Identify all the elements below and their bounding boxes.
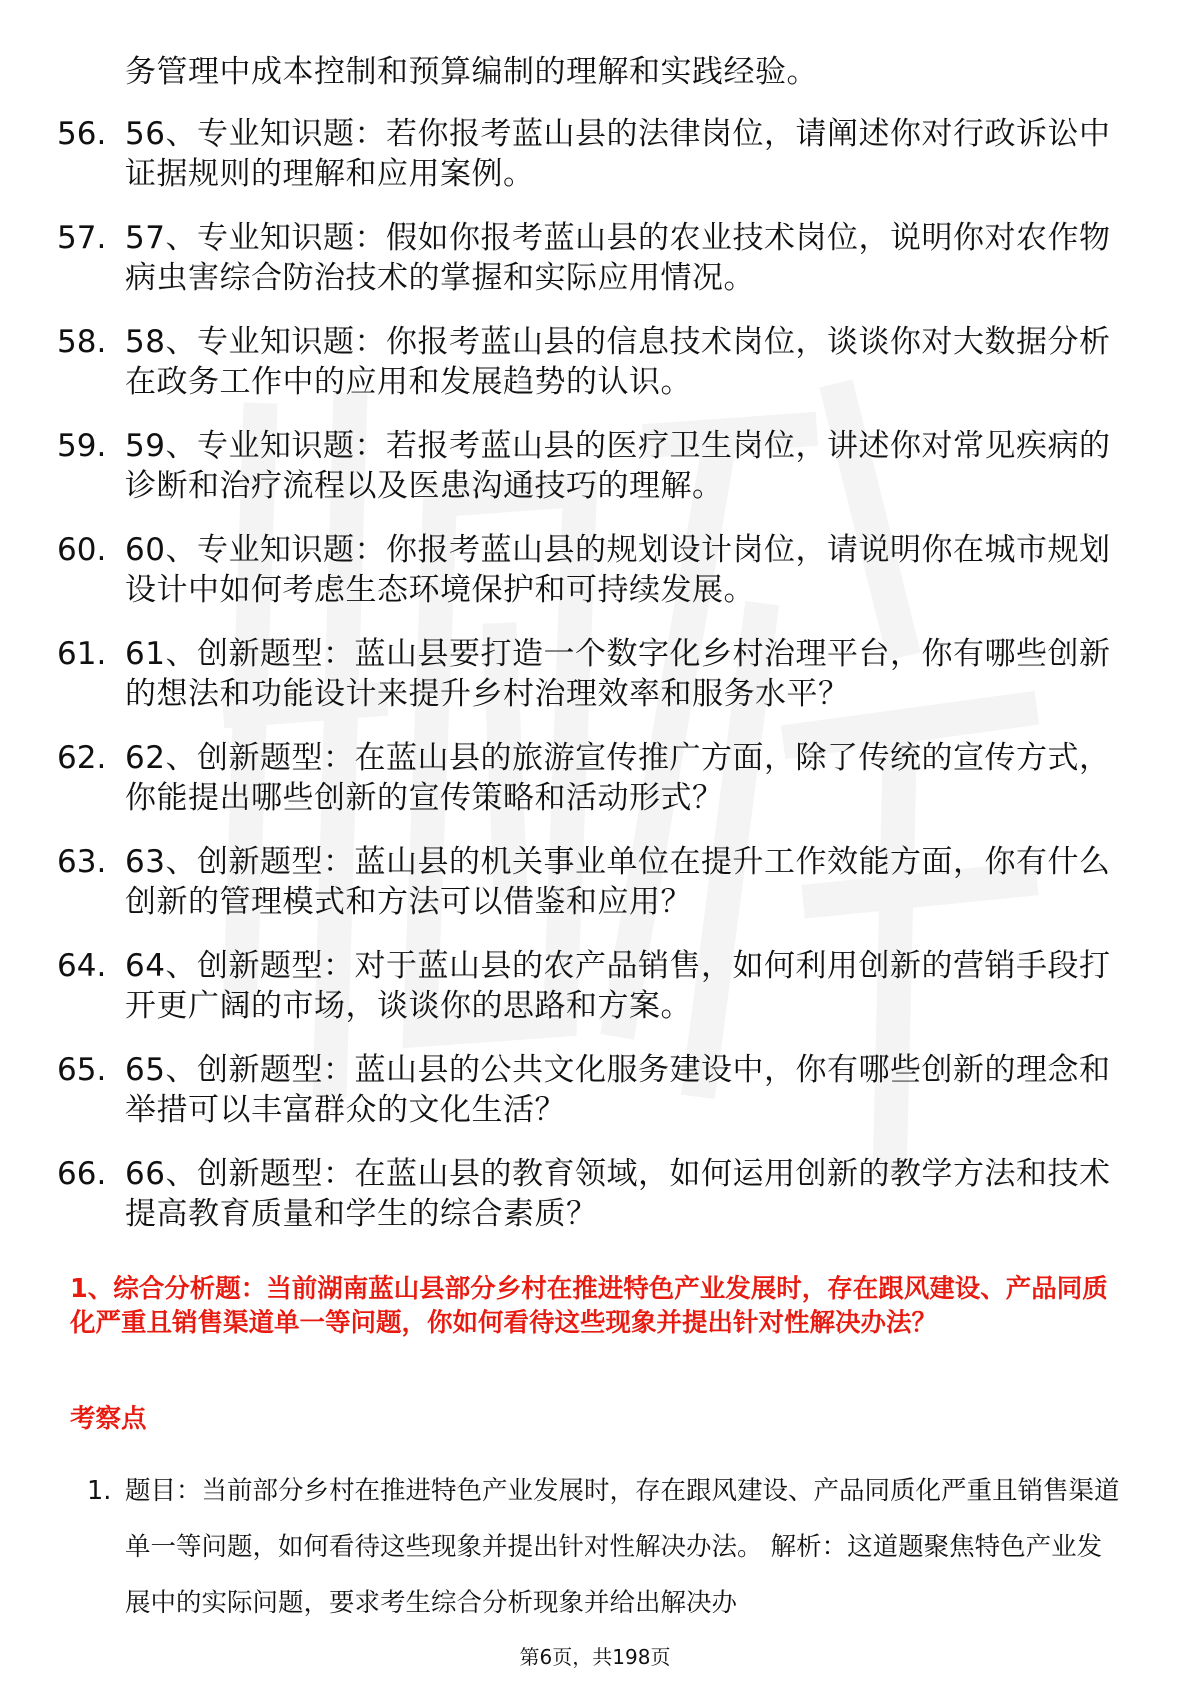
list-number: 66. xyxy=(57,1156,107,1192)
list-item xyxy=(0,426,1190,530)
page-footer: 第6页，共198页 xyxy=(519,1645,671,1669)
list-number: 61. xyxy=(57,636,107,672)
list-number: 63. xyxy=(57,844,107,880)
list-item xyxy=(0,1154,1190,1258)
list-number: 57. xyxy=(57,220,107,256)
list-item xyxy=(0,634,1190,738)
list-item xyxy=(0,946,1190,1050)
list-number: 65. xyxy=(57,1052,107,1088)
list-number: 56. xyxy=(57,116,107,152)
question-text: 58、专业知识题：你报考蓝山县的信息技术岗位，谈谈你对大数据分析在政务工作中的应用和发展趋势的认识。 xyxy=(125,324,1111,400)
question-text: 59、专业知识题：若报考蓝山县的医疗卫生岗位，讲述你对常见疾病的诊断和治疗流程以及医患沟通技巧的理解。 xyxy=(125,428,1111,504)
list-item xyxy=(0,738,1190,842)
list-number: 62. xyxy=(57,740,107,776)
question-text: 63、创新题型：蓝山县的机关事业单位在提升工作效能方面，你有什么创新的管理模式和方法可以借鉴和应用？ xyxy=(125,844,1111,920)
question-text: 66、创新题型：在蓝山县的教育领域，如何运用创新的教学方法和技术提高教育质量和学生的综合素质？ xyxy=(125,1156,1111,1232)
list-number: 59. xyxy=(57,428,107,464)
analysis-number: 1. xyxy=(87,1476,112,1506)
list-item xyxy=(0,842,1190,946)
list-number: 58. xyxy=(57,324,107,360)
question-list xyxy=(0,114,1190,1258)
question-text: 61、创新题型：蓝山县要打造一个数字化乡村治理平台，你有哪些创新的想法和功能设计来提升乡村治理效率和服务水平？ xyxy=(125,636,1111,712)
question-text: 64、创新题型：对于蓝山县的农产品销售，如何利用创新的营销手段打开更广阔的市场，谈谈你的思路和方案。 xyxy=(125,948,1111,1024)
section-heading: 1、综合分析题：当前湖南蓝山县部分乡村在推进特色产业发展时，存在跟风建设、产品同质化严重且销售渠道单一等问题，你如何看待这些现象并提出针对性解决办法？ xyxy=(70,1274,1108,1338)
question-text: 62、创新题型：在蓝山县的旅游宣传推广方面，除了传统的宣传方式，你能提出哪些创新的宣传策略和活动形式？ xyxy=(125,740,1111,816)
list-item xyxy=(0,530,1190,634)
question-text: 60、专业知识题：你报考蓝山县的规划设计岗位，请说明你在城市规划设计中如何考虑生态环境保护和可持续发展。 xyxy=(125,532,1111,608)
question-text: 56、专业知识题：若你报考蓝山县的法律岗位，请阐述你对行政诉讼中证据规则的理解和应用案例。 xyxy=(125,116,1111,192)
carryover-text: 务管理中成本控制和预算编制的理解和实践经验。 xyxy=(125,54,818,90)
list-item xyxy=(0,322,1190,426)
analysis-text: 题目：当前部分乡村在推进特色产业发展时，存在跟风建设、产品同质化严重且销售渠道单一等问题，如何看待这些现象并提出针对性解决办法。 解析：这道题聚焦特色产业发展中的实际问题，要求考生综合分析现象并给出解决办 xyxy=(125,1476,1120,1618)
list-item xyxy=(0,218,1190,322)
list-item xyxy=(0,114,1190,218)
question-text: 57、专业知识题：假如你报考蓝山县的农业技术岗位，说明你对农作物病虫害综合防治技术的掌握和实际应用情况。 xyxy=(125,220,1111,296)
list-number: 60. xyxy=(57,532,107,568)
points-label: 考察点 xyxy=(70,1404,147,1434)
list-item xyxy=(0,1050,1190,1154)
list-number: 64. xyxy=(57,948,107,984)
question-text: 65、创新题型：蓝山县的公共文化服务建设中，你有哪些创新的理念和举措可以丰富群众的文化生活？ xyxy=(125,1052,1111,1128)
